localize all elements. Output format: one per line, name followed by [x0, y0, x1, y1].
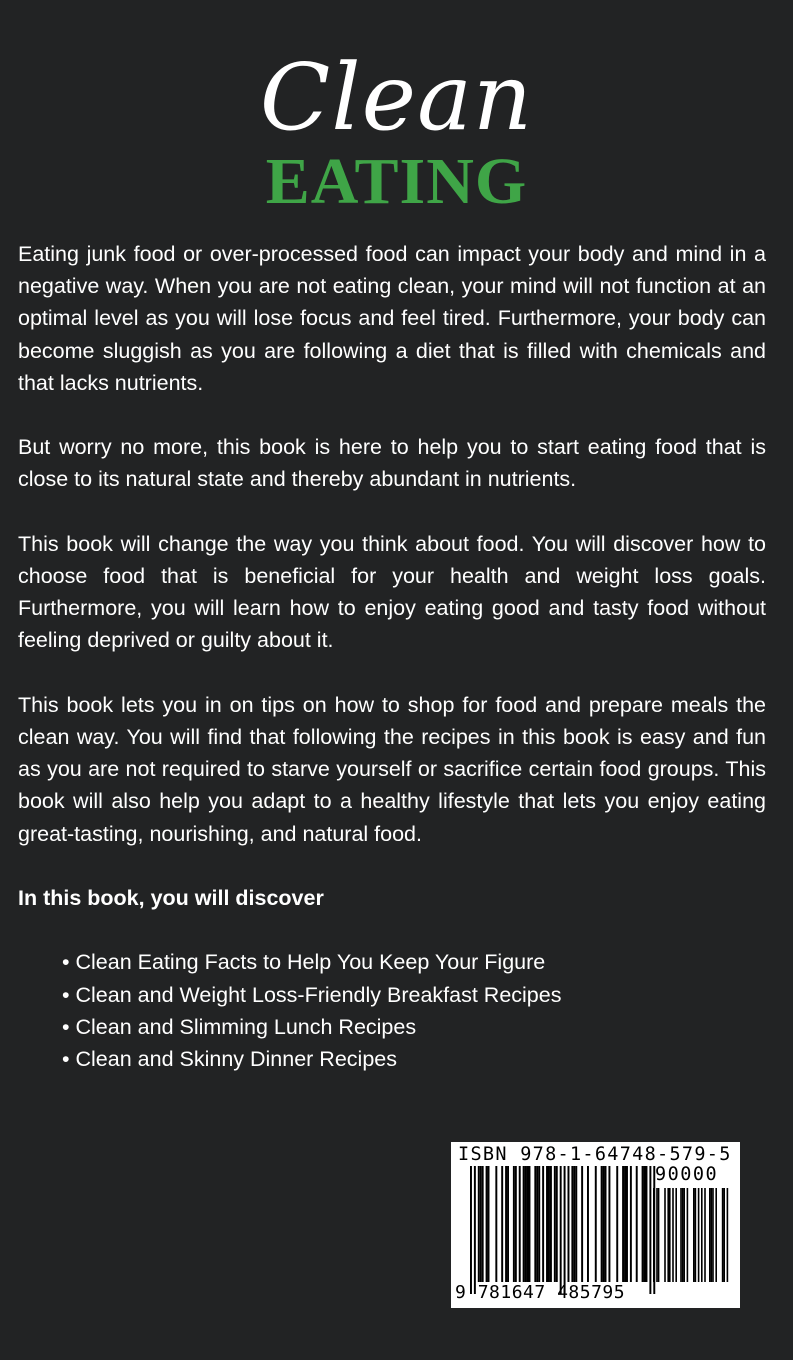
addon-bar — [715, 1188, 717, 1282]
barcode-bar — [486, 1166, 488, 1282]
barcode-bar — [616, 1166, 618, 1282]
barcode-bar — [564, 1166, 566, 1294]
discover-list-item: • Clean Eating Facts to Help You Keep Your Figure — [62, 950, 546, 975]
addon-bar — [698, 1188, 700, 1282]
barcode-bar — [529, 1166, 531, 1282]
addon-bar — [682, 1188, 684, 1282]
addon-bar — [709, 1188, 711, 1282]
addon-bar — [667, 1188, 669, 1282]
barcode-bar — [571, 1166, 573, 1282]
addon-bar — [723, 1188, 725, 1282]
barcode-bar — [470, 1166, 472, 1294]
blurb-paragraph-4: This book lets you in on tips on how to shop for food and prepare meals the clean way. You will find that following the recipes in this book is easy and fun as you are not required to starve yourself or sacrifice certain food groups. This book will also help you adapt to a healthy lifestyle that lets you enjoy eating great-tasting, nourishing, and natural food. — [18, 692, 766, 846]
barcode-bar — [515, 1166, 517, 1282]
barcode-bar — [556, 1166, 558, 1282]
barcode-bar — [513, 1166, 515, 1282]
barcode-bar — [534, 1166, 536, 1282]
cover-title-script: Clean — [259, 44, 534, 151]
addon-bar — [664, 1188, 666, 1282]
discover-list-item: • Clean and Skinny Dinner Recipes — [62, 1047, 397, 1071]
barcode-bar — [480, 1166, 482, 1282]
blurb-paragraph-2: But worry no more, this book is here to help you to start eating food that is close to its natural state and thereby abundant in nutrients. — [18, 435, 766, 492]
barcode-bar — [595, 1166, 597, 1282]
barcode-bar — [523, 1166, 525, 1282]
barcode-bar — [554, 1166, 556, 1282]
barcode-bar — [478, 1166, 480, 1282]
barcode-bar — [501, 1166, 503, 1282]
barcode-bar — [488, 1166, 490, 1282]
barcode-bar — [548, 1166, 550, 1282]
barcode-bar — [536, 1166, 538, 1282]
barcode-bar — [482, 1166, 484, 1282]
addon-bar — [658, 1188, 660, 1282]
ean-left-digits: 781647 — [477, 1282, 546, 1303]
barcode-bar — [636, 1166, 638, 1282]
addon-bar — [695, 1188, 697, 1282]
barcode-bar — [546, 1166, 548, 1282]
barcode-bar — [646, 1166, 648, 1282]
ean-right-digits: 485795 — [557, 1282, 626, 1303]
isbn-barcode — [451, 1142, 740, 1308]
ean-first-digit: 9 — [455, 1282, 467, 1303]
barcode-bar — [626, 1166, 628, 1282]
discover-list-item: • Clean and Slimming Lunch Recipes — [62, 1014, 417, 1039]
blurb-paragraph-1: Eating junk food or over-processed food can impact your body and mind in a negative way. When you are not eating clean, your mind will not function at an optimal level as you will lose focus and feel tired. Furthermore, your body can become sluggish as you are following a diet that is filled with chemicals and that lacks nutrients. — [18, 242, 766, 395]
barcode-bar — [587, 1166, 589, 1282]
addon-bar — [701, 1188, 703, 1282]
addon-bar — [687, 1188, 689, 1282]
addon-bar — [722, 1188, 724, 1282]
cover-title-sub: EATING — [265, 145, 528, 218]
ean-digits — [455, 1282, 625, 1304]
barcode-bar — [642, 1166, 644, 1282]
barcode-bar — [538, 1166, 540, 1282]
barcode-bar — [507, 1166, 509, 1282]
addon-bar — [656, 1188, 658, 1282]
addon-bar — [712, 1188, 714, 1282]
addon-bar — [727, 1188, 729, 1282]
barcode-bar — [649, 1166, 651, 1294]
barcode-bar — [495, 1166, 497, 1282]
addon-bar — [693, 1188, 695, 1282]
blurb-paragraph-3: This book will change the way you think about food. You will discover how to choose food that is beneficial for your health and weight loss goals. Furthermore, you will learn how to enjoy eating good and tasty food without feeling deprived or guilty about it. — [18, 531, 766, 653]
addon-bar — [680, 1188, 682, 1282]
discover-list-item: • Clean and Weight Loss-Friendly Breakfast Recipes — [62, 982, 562, 1007]
barcode-bar — [525, 1166, 527, 1282]
barcode-bar — [550, 1166, 552, 1282]
barcode-bar — [603, 1166, 605, 1282]
barcode-bar — [474, 1166, 476, 1294]
barcode-bar — [644, 1166, 646, 1282]
barcode-bar — [542, 1166, 544, 1282]
discover-heading: In this book, you will discover — [18, 886, 324, 910]
barcode-bar — [573, 1166, 575, 1282]
barcode-bar — [505, 1166, 507, 1282]
barcode-bar — [622, 1166, 624, 1282]
addon-bar — [711, 1188, 713, 1282]
barcode-bar — [519, 1166, 521, 1282]
price-code: 90000 — [655, 1164, 719, 1185]
barcode-bar — [581, 1166, 583, 1282]
discover-list — [18, 946, 766, 1075]
barcode-bar — [630, 1166, 632, 1282]
addon-bar — [672, 1188, 674, 1282]
addon-bar — [675, 1188, 677, 1282]
barcode-bar — [601, 1166, 603, 1282]
barcode-bar — [608, 1166, 610, 1282]
barcode-bar — [624, 1166, 626, 1282]
barcode-bar — [568, 1166, 570, 1282]
blurb-text — [18, 238, 766, 1075]
addon-bar — [669, 1188, 671, 1282]
isbn-label: ISBN 978-1-64748-579-5 — [458, 1144, 732, 1165]
barcode-bar — [605, 1166, 607, 1282]
barcode-bar — [560, 1166, 562, 1294]
addon-bar — [653, 1188, 655, 1282]
addon-bar — [704, 1188, 706, 1282]
barcode-bar — [527, 1166, 529, 1282]
addon-bar — [683, 1188, 685, 1282]
barcode-bar — [575, 1166, 577, 1282]
